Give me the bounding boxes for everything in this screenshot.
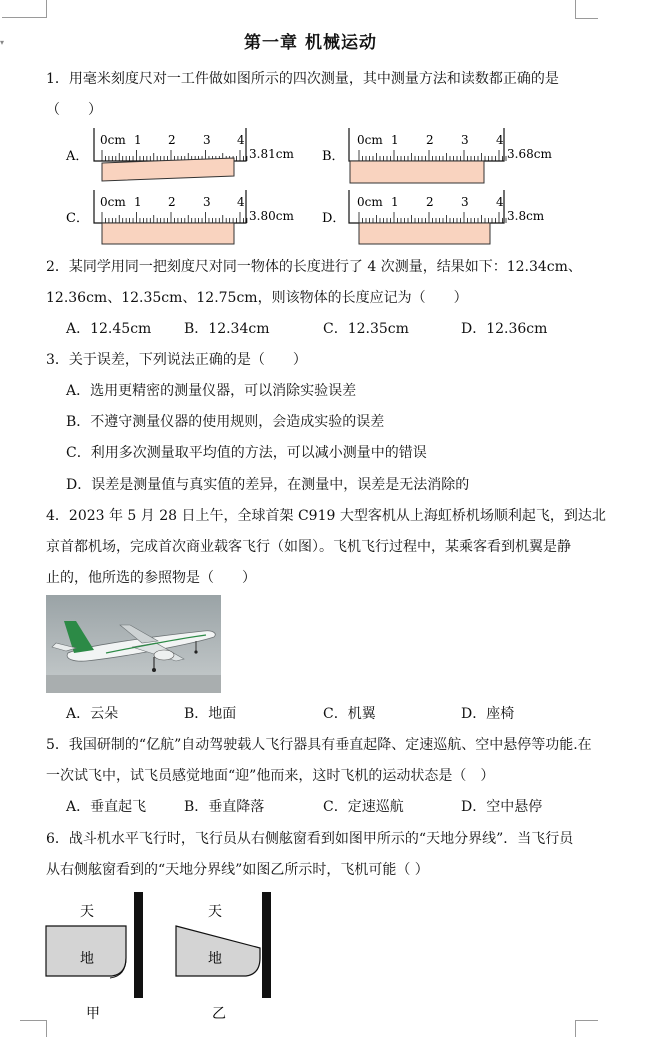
q6-line-2: 从右侧舷窗看到的“天地分界线”如图乙所示时，飞机可能（ ）	[46, 862, 429, 878]
workpiece	[102, 223, 234, 244]
q1-stem: 1．用毫米刻度尺对一工件做如图所示的四次测量，其中测量方法和读数都正确的是	[46, 71, 559, 87]
ruler-label: 1	[134, 195, 142, 209]
figure-caption: 甲	[86, 1006, 100, 1022]
ruler-label: 3	[461, 133, 469, 147]
panel-letter: B．	[322, 149, 345, 164]
ruler-reading: 3.80cm	[249, 209, 294, 223]
q3-option-c: C．利用多次测量取平均值的方法，可以减小测量中的错误	[66, 445, 427, 461]
ruler-label: 3	[203, 133, 211, 147]
q5-option-a: A．垂直起飞	[66, 799, 147, 815]
ruler-label: 4	[237, 195, 245, 209]
ruler-label: 1	[391, 195, 399, 209]
sky-label: 天	[208, 904, 222, 920]
q5-option-b: B．垂直降落	[184, 799, 265, 815]
horizon-figure-jia	[46, 892, 143, 1022]
q3-option-a: A．选用更精密的测量仪器，可以消除实验误差	[66, 383, 357, 399]
c919-aircraft-photo	[46, 595, 221, 693]
crop-mark-top-right	[575, 0, 598, 19]
q2-option-d: D．12.36cm	[461, 321, 548, 337]
margin-arrow-icon: ▾	[0, 38, 5, 47]
earth-label: 地	[208, 951, 222, 967]
horizon-figure-yi	[176, 892, 271, 1022]
chapter-title: 第一章 机械运动	[244, 33, 377, 53]
figure-caption: 乙	[212, 1006, 226, 1022]
q3-option-b: B．不遵守测量仪器的使用规则，会造成实验的误差	[66, 414, 385, 430]
q1-ruler-figures	[60, 124, 580, 250]
panel-letter: A．	[66, 149, 89, 164]
ruler-label: 0cm	[357, 133, 383, 147]
workpiece	[350, 161, 484, 183]
q5-line-1: 5．我国研制的“亿航”自动驾驶载人飞行器具有垂直起降、定速巡航、空中悬停等功能.在	[46, 737, 592, 753]
earth-label: 地	[80, 951, 94, 967]
q3-stem: 3．关于误差，下列说法正确的是（ ）	[46, 352, 307, 368]
q4-line-1: 4．2023 年 5 月 28 日上午，全球首架 C919 大型客机从上海虹桥机场顺利起飞，到达北	[46, 508, 606, 524]
workpiece	[359, 223, 490, 244]
ruler-label: 3	[461, 195, 469, 209]
q2-option-a: A．12.45cm	[66, 321, 152, 337]
ruler-panel-c	[66, 190, 294, 244]
q4-option-a: A．云朵	[66, 706, 119, 722]
q6-horizon-figures	[40, 888, 280, 1028]
q4-option-d: D．座椅	[461, 706, 515, 722]
q3-option-d: D．误差是测量值与真实值的差异，在测量中，误差是无法消除的	[66, 477, 470, 493]
ruler-label: 4	[496, 195, 504, 209]
crop-mark-top-left	[2, 0, 47, 18]
q4-option-c: C．机翼	[323, 706, 376, 722]
ruler-label: 2	[426, 133, 434, 147]
ruler-label: 2	[168, 133, 176, 147]
ruler-label: 0cm	[100, 133, 126, 147]
ruler-reading: 3.81cm	[249, 147, 294, 161]
ruler-label: 0cm	[100, 195, 126, 209]
crop-mark-bottom-right	[575, 1020, 598, 1037]
ruler-label: 3	[203, 195, 211, 209]
q4-line-3: 止的，他所选的参照物是（ ）	[46, 570, 256, 586]
ruler-label: 1	[391, 133, 399, 147]
ruler-panel-a	[65, 128, 294, 181]
ruler-reading: 3.68cm	[507, 147, 552, 161]
panel-letter: D．	[322, 211, 346, 226]
q2-option-c: C．12.35cm	[323, 321, 409, 337]
q5-option-c: C．定速巡航	[323, 799, 404, 815]
q5-option-d: D．空中悬停	[461, 799, 543, 815]
ruler-label: 2	[168, 195, 176, 209]
ruler-label: 4	[237, 133, 245, 147]
q2-option-b: B．12.34cm	[184, 321, 270, 337]
q5-line-2: 一次试飞中，试飞员感觉地面“迎”他而来，这时飞机的运动状态是（ ）	[46, 768, 495, 784]
ruler-label: 4	[496, 133, 504, 147]
q2-line-1: 2．某同学用同一把刻度尺对同一物体的长度进行了 4 次测量，结果如下：12.34cm、	[46, 259, 582, 275]
ruler-label: 1	[134, 133, 142, 147]
q6-line-1: 6．战斗机水平飞行时，飞行员从右侧舷窗看到如图甲所示的“天地分界线”．当飞行员	[46, 831, 574, 847]
q4-line-2: 京首都机场，完成首次商业载客飞行（如图）。飞机飞行过程中，某乘客看到机翼是静	[46, 539, 571, 555]
ruler-panel-d	[322, 190, 545, 244]
ruler-label: 2	[426, 195, 434, 209]
panel-letter: C．	[66, 211, 89, 226]
ruler-label: 0cm	[357, 195, 383, 209]
q4-option-b: B．地面	[184, 706, 237, 722]
q1-paren: （ ）	[46, 102, 102, 118]
q2-line-2: 12.36cm、12.35cm、12.75cm，则该物体的长度应记为（ ）	[46, 290, 468, 306]
ruler-panel-b	[322, 128, 552, 183]
ruler-reading: 3.8cm	[507, 209, 545, 223]
sky-label: 天	[80, 904, 94, 920]
